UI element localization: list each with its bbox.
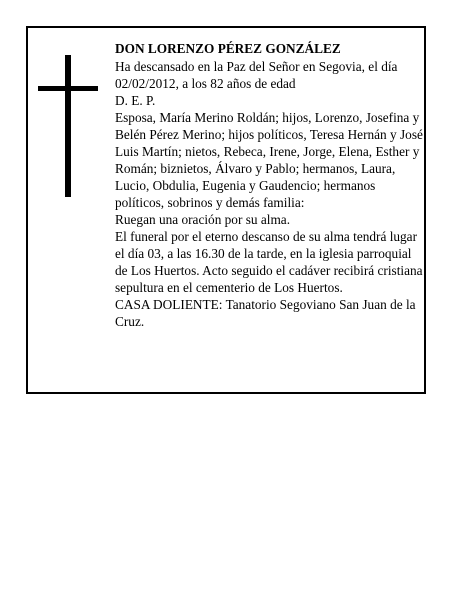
notice-text bbox=[115, 40, 423, 330]
cross-vertical-bar bbox=[65, 55, 71, 197]
funeral-details: El funeral por el eterno descanso de su alma tendrá lugar el día 03, a las 16.30 de la tarde, en la iglesia parroquial de Los Huertos. Acto seguido el cadáver recibirá cristiana sepultura en el cementerio de Los Huertos. bbox=[115, 229, 423, 295]
death-statement: Ha descansado en la Paz del Señor en Segovia, el día 02/02/2012, a los 82 años de edad bbox=[115, 59, 398, 91]
obituary-notice bbox=[26, 26, 426, 394]
cross-icon bbox=[38, 55, 98, 197]
prayer-request: Ruegan una oración por su alma. bbox=[115, 212, 291, 227]
family-list: Esposa, María Merino Roldán; hijos, Lorenzo, Josefina y Belén Pérez Merino; hijos políticos, Teresa Hernán y José Luis Martín; nietos, Rebeca, Irene, Jorge, Elena, Esther y Román; biznietos, Álvaro y Pablo; hermanos, Laura, Lucio, Obdulia, Eugenia y Gaudencio; hermanos políticos, sobrinos y demás familia: bbox=[115, 110, 423, 210]
mourning-house: CASA DOLIENTE: Tanatorio Segoviano San Juan de la Cruz. bbox=[115, 297, 416, 329]
rip-text: D. E. P. bbox=[115, 93, 156, 108]
deceased-name: DON LORENZO PÉREZ GONZÁLEZ bbox=[115, 41, 341, 56]
cross-horizontal-bar bbox=[38, 86, 98, 91]
